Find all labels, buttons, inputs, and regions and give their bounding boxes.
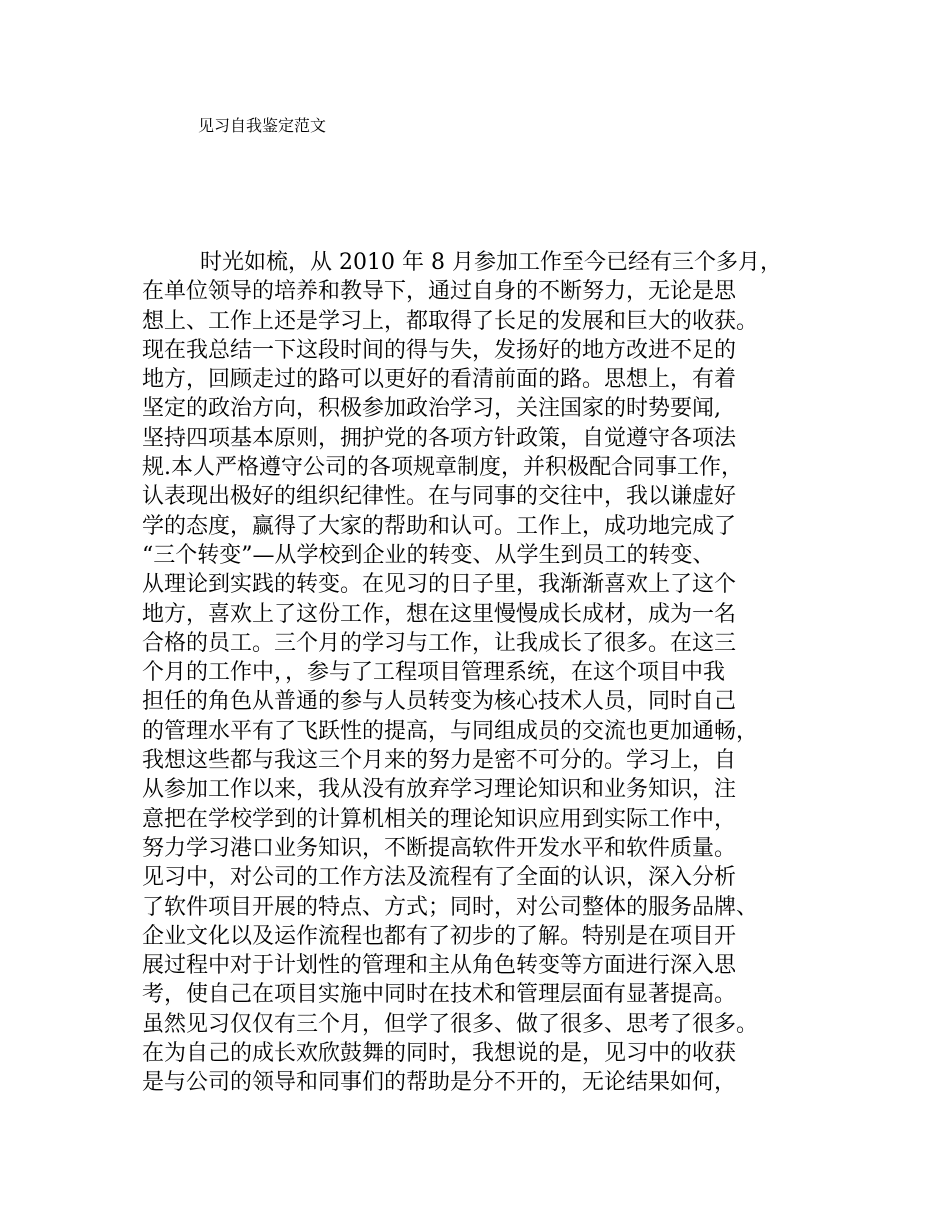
- body-line: 从理论到实践的转变。在见习的日子里，我渐渐喜欢上了这个: [142, 572, 737, 598]
- body-line: 时光如梳，从 2010 年 8 月参加工作至今已经有三个多月，: [200, 250, 782, 275]
- body-line: 是与公司的领导和同事们的帮助是分不开的，无论结果如何，: [142, 1070, 737, 1096]
- body-line: 从参加工作以来，我从没有放弃学习理论知识和业务知识，注: [142, 777, 737, 803]
- body-line: “三个转变”—从学校到企业的转变、从学生到员工的转变、: [142, 542, 715, 568]
- body-line: 企业文化以及运作流程也都有了初步的了解。特别是在项目开: [142, 923, 737, 949]
- body-line: 虽然见习仅仅有三个月，但学了很多、做了很多、思考了很多。: [142, 1011, 759, 1037]
- body-line: 个月的工作中，，参与了工程项目管理系统，在这个项目中我: [142, 660, 726, 686]
- document-title: 见习自我鉴定范文: [198, 116, 327, 135]
- body-line: 在单位领导的培养和教导下，通过自身的不断努力，无论是思: [142, 279, 737, 305]
- body-line: 担任的角色从普通的参与人员转变为核心技术人员，同时自己: [142, 689, 737, 715]
- body-line: 现在我总结一下这段时间的得与失，发扬好的地方改进不足的: [142, 337, 737, 363]
- body-line: 了软件项目开展的特点、方式；同时，对公司整体的服务品牌、: [142, 894, 759, 920]
- body-line: 考，使自己在项目实施中同时在技术和管理层面有显著提高。: [142, 982, 737, 1008]
- body-line: 合格的员工。三个月的学习与工作，让我成长了很多。在这三: [142, 630, 737, 656]
- body-line: 坚持四项基本原则，拥护党的各项方针政策，自觉遵守各项法: [142, 425, 737, 451]
- document-body: [142, 248, 832, 1098]
- body-line: 地方，回顾走过的路可以更好的看清前面的路。思想上，有着: [142, 367, 737, 393]
- body-line: 我想这些都与我这三个月来的努力是密不可分的。学习上，自: [142, 748, 737, 774]
- body-line: 努力学习港口业务知识，不断提高软件开发水平和软件质量。: [142, 835, 737, 861]
- body-line: 在为自己的成长欢欣鼓舞的同时，我想说的是，见习中的收获: [142, 1041, 737, 1067]
- body-line: 展过程中对于计划性的管理和主从角色转变等方面进行深入思: [142, 953, 737, 979]
- body-line: 的管理水平有了飞跃性的提高，与同组成员的交流也更加通畅，: [142, 718, 759, 744]
- body-line: 规.本人严格遵守公司的各项规章制度，并积极配合同事工作，: [142, 455, 743, 481]
- body-line: 学的态度，赢得了大家的帮助和认可。工作上，成功地完成了: [142, 513, 737, 539]
- body-line: 想上、工作上还是学习上，都取得了长足的发展和巨大的收获。: [142, 308, 759, 334]
- body-line: 坚定的政治方向，积极参加政治学习，关注国家的时势要闻,: [142, 396, 721, 422]
- body-line: 意把在学校学到的计算机相关的理论知识应用到实际工作中，: [142, 806, 737, 832]
- body-line: 认表现出极好的组织纪律性。在与同事的交往中，我以谦虚好: [142, 484, 737, 510]
- body-line: 地方，喜欢上了这份工作，想在这里慢慢成长成材，成为一名: [142, 601, 737, 627]
- body-line: 见习中，对公司的工作方法及流程有了全面的认识，深入分析: [142, 865, 737, 891]
